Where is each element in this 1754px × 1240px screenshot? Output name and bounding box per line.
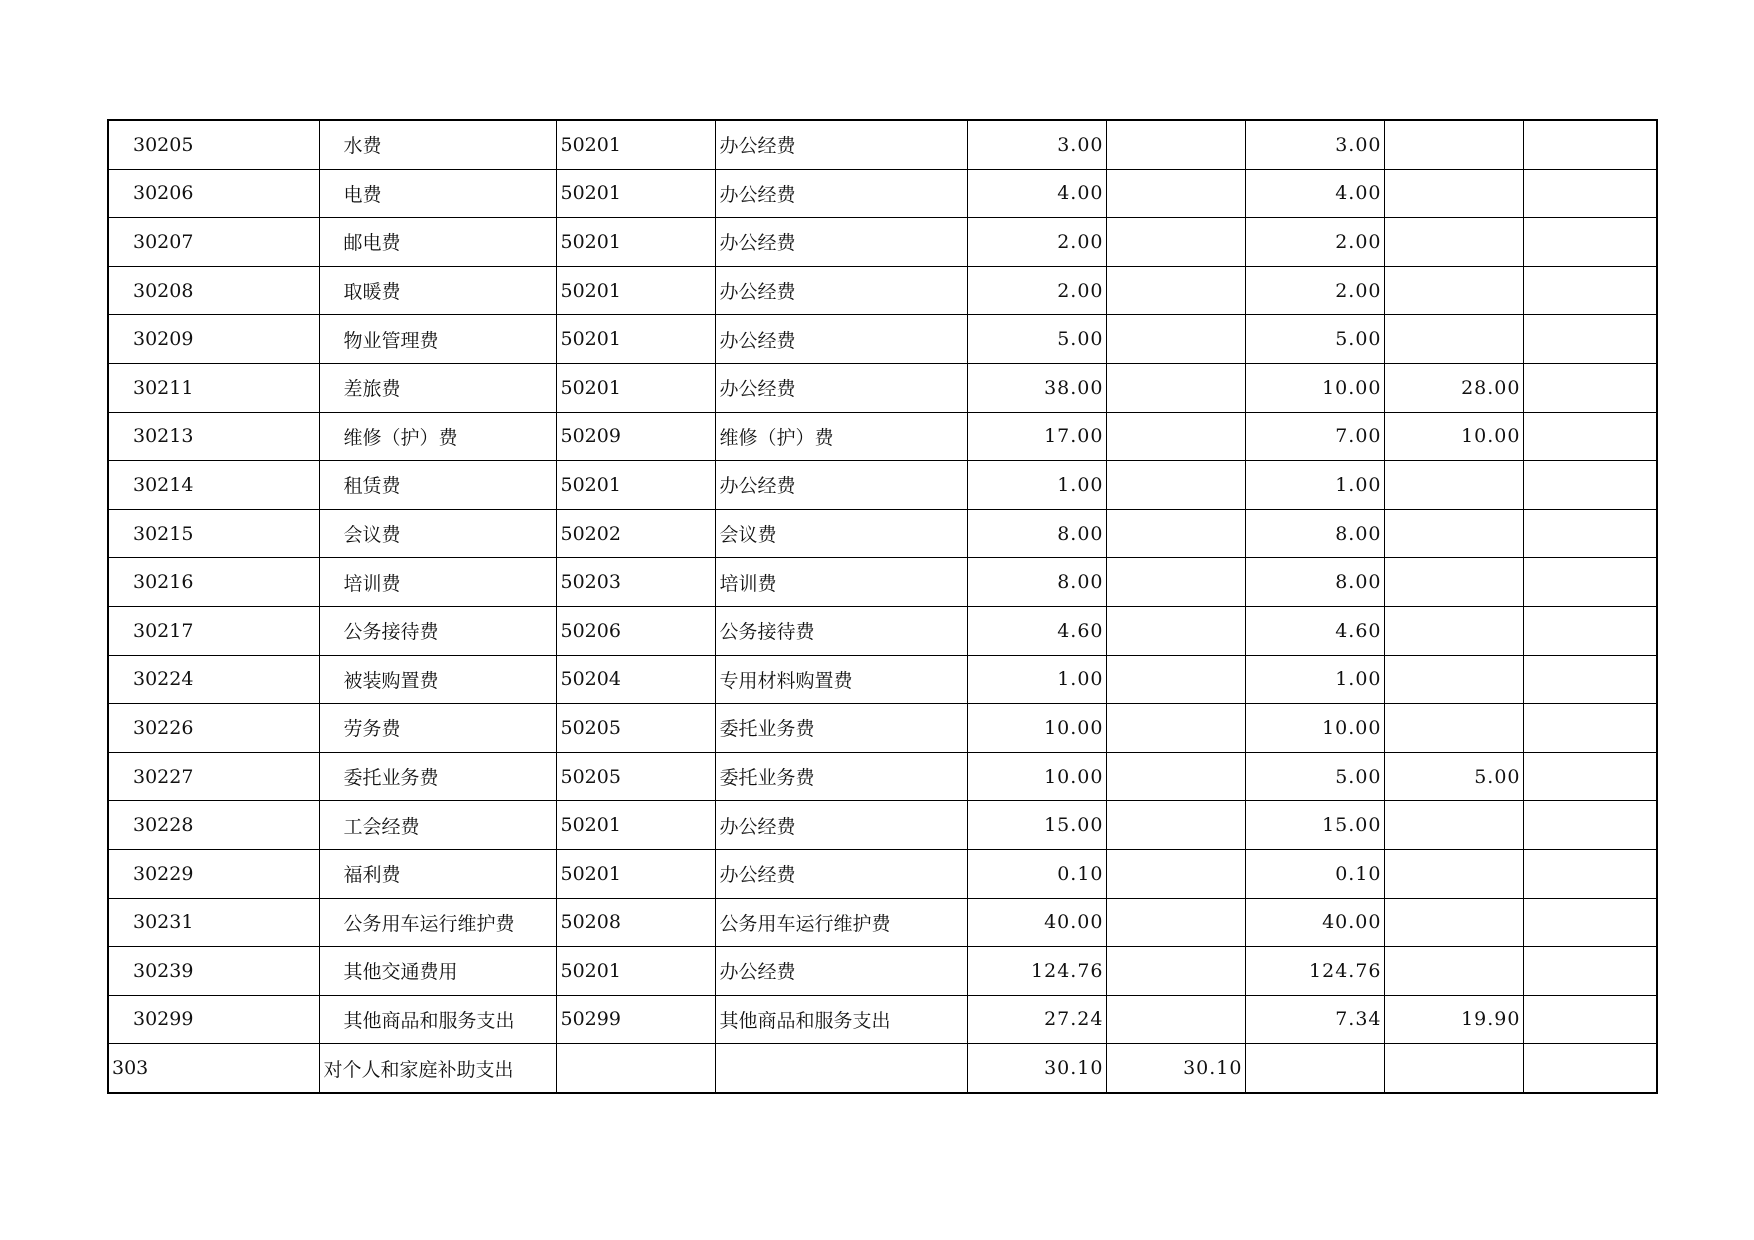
project-cell: 5.00 bbox=[1384, 752, 1523, 801]
subject-name-cell: 取暖费 bbox=[319, 266, 556, 315]
subject-name-cell: 差旅费 bbox=[319, 363, 556, 412]
table-row bbox=[108, 120, 1657, 169]
econ-name-cell: 办公经费 bbox=[715, 947, 967, 996]
other-cell bbox=[1523, 849, 1657, 898]
econ-code-cell: 50201 bbox=[556, 266, 715, 315]
public-cell: 124.76 bbox=[1245, 947, 1384, 996]
other-cell bbox=[1523, 704, 1657, 753]
table-row bbox=[108, 801, 1657, 850]
personnel-cell bbox=[1106, 655, 1245, 704]
public-cell: 7.00 bbox=[1245, 412, 1384, 461]
subject-code-cell: 30215 bbox=[108, 509, 319, 558]
econ-name-cell: 办公经费 bbox=[715, 315, 967, 364]
other-cell bbox=[1523, 315, 1657, 364]
subject-name-cell: 维修（护）费 bbox=[319, 412, 556, 461]
other-cell bbox=[1523, 461, 1657, 510]
public-cell: 2.00 bbox=[1245, 218, 1384, 267]
project-cell bbox=[1384, 801, 1523, 850]
public-cell: 1.00 bbox=[1245, 461, 1384, 510]
total-cell: 2.00 bbox=[967, 266, 1106, 315]
subject-code-cell: 30213 bbox=[108, 412, 319, 461]
table-row bbox=[108, 558, 1657, 607]
total-cell: 30.10 bbox=[967, 1044, 1106, 1093]
subject-code-cell: 30239 bbox=[108, 947, 319, 996]
econ-code-cell: 50209 bbox=[556, 412, 715, 461]
econ-name-cell: 公务用车运行维护费 bbox=[715, 898, 967, 947]
personnel-cell bbox=[1106, 120, 1245, 169]
subject-name-cell: 水费 bbox=[319, 120, 556, 169]
other-cell bbox=[1523, 801, 1657, 850]
subject-code-cell: 30229 bbox=[108, 849, 319, 898]
personnel-cell bbox=[1106, 704, 1245, 753]
subject-code-cell: 30231 bbox=[108, 898, 319, 947]
total-cell: 124.76 bbox=[967, 947, 1106, 996]
table-row bbox=[108, 995, 1657, 1044]
personnel-cell bbox=[1106, 801, 1245, 850]
subject-code-cell: 30209 bbox=[108, 315, 319, 364]
econ-name-cell: 办公经费 bbox=[715, 849, 967, 898]
budget-expenditure-table bbox=[107, 119, 1658, 1094]
personnel-cell: 30.10 bbox=[1106, 1044, 1245, 1093]
econ-name-cell bbox=[715, 1044, 967, 1093]
personnel-cell bbox=[1106, 849, 1245, 898]
table-row bbox=[108, 704, 1657, 753]
personnel-cell bbox=[1106, 315, 1245, 364]
other-cell bbox=[1523, 1044, 1657, 1093]
subject-name-cell: 会议费 bbox=[319, 509, 556, 558]
econ-code-cell: 50201 bbox=[556, 315, 715, 364]
econ-name-cell: 会议费 bbox=[715, 509, 967, 558]
personnel-cell bbox=[1106, 558, 1245, 607]
econ-name-cell: 委托业务费 bbox=[715, 704, 967, 753]
total-cell: 0.10 bbox=[967, 849, 1106, 898]
table-row bbox=[108, 606, 1657, 655]
table-row bbox=[108, 849, 1657, 898]
total-cell: 10.00 bbox=[967, 704, 1106, 753]
econ-code-cell: 50205 bbox=[556, 752, 715, 801]
econ-name-cell: 办公经费 bbox=[715, 363, 967, 412]
public-cell: 15.00 bbox=[1245, 801, 1384, 850]
total-cell: 3.00 bbox=[967, 120, 1106, 169]
econ-name-cell: 办公经费 bbox=[715, 169, 967, 218]
econ-code-cell: 50299 bbox=[556, 995, 715, 1044]
table-row bbox=[108, 1044, 1657, 1093]
table-body bbox=[108, 120, 1657, 1093]
table-row bbox=[108, 898, 1657, 947]
table-row bbox=[108, 947, 1657, 996]
subject-code-cell: 30206 bbox=[108, 169, 319, 218]
public-cell: 4.60 bbox=[1245, 606, 1384, 655]
econ-code-cell: 50208 bbox=[556, 898, 715, 947]
subject-code-cell: 30216 bbox=[108, 558, 319, 607]
econ-code-cell: 50202 bbox=[556, 509, 715, 558]
personnel-cell bbox=[1106, 363, 1245, 412]
table-row bbox=[108, 363, 1657, 412]
econ-code-cell: 50201 bbox=[556, 169, 715, 218]
project-cell: 19.90 bbox=[1384, 995, 1523, 1044]
table-row bbox=[108, 752, 1657, 801]
subject-name-cell: 租赁费 bbox=[319, 461, 556, 510]
public-cell: 10.00 bbox=[1245, 363, 1384, 412]
personnel-cell bbox=[1106, 898, 1245, 947]
subject-code-cell: 30226 bbox=[108, 704, 319, 753]
other-cell bbox=[1523, 509, 1657, 558]
subject-code-cell: 30228 bbox=[108, 801, 319, 850]
public-cell: 0.10 bbox=[1245, 849, 1384, 898]
public-cell: 40.00 bbox=[1245, 898, 1384, 947]
project-cell bbox=[1384, 849, 1523, 898]
subject-code-cell: 30224 bbox=[108, 655, 319, 704]
personnel-cell bbox=[1106, 752, 1245, 801]
subject-name-cell: 公务用车运行维护费 bbox=[319, 898, 556, 947]
personnel-cell bbox=[1106, 606, 1245, 655]
econ-name-cell: 专用材料购置费 bbox=[715, 655, 967, 704]
public-cell: 5.00 bbox=[1245, 315, 1384, 364]
personnel-cell bbox=[1106, 995, 1245, 1044]
total-cell: 1.00 bbox=[967, 461, 1106, 510]
subject-code-cell: 30227 bbox=[108, 752, 319, 801]
total-cell: 17.00 bbox=[967, 412, 1106, 461]
project-cell: 28.00 bbox=[1384, 363, 1523, 412]
public-cell: 4.00 bbox=[1245, 169, 1384, 218]
total-cell: 4.00 bbox=[967, 169, 1106, 218]
total-cell: 38.00 bbox=[967, 363, 1106, 412]
econ-name-cell: 维修（护）费 bbox=[715, 412, 967, 461]
project-cell bbox=[1384, 947, 1523, 996]
project-cell bbox=[1384, 120, 1523, 169]
econ-name-cell: 其他商品和服务支出 bbox=[715, 995, 967, 1044]
other-cell bbox=[1523, 412, 1657, 461]
subject-name-cell: 其他商品和服务支出 bbox=[319, 995, 556, 1044]
subject-code-cell: 30207 bbox=[108, 218, 319, 267]
subject-name-cell: 劳务费 bbox=[319, 704, 556, 753]
table-row bbox=[108, 412, 1657, 461]
econ-code-cell: 50201 bbox=[556, 801, 715, 850]
other-cell bbox=[1523, 655, 1657, 704]
subject-name-cell: 培训费 bbox=[319, 558, 556, 607]
econ-name-cell: 委托业务费 bbox=[715, 752, 967, 801]
other-cell bbox=[1523, 606, 1657, 655]
table-row bbox=[108, 461, 1657, 510]
other-cell bbox=[1523, 120, 1657, 169]
econ-code-cell: 50201 bbox=[556, 461, 715, 510]
public-cell: 8.00 bbox=[1245, 558, 1384, 607]
econ-code-cell: 50206 bbox=[556, 606, 715, 655]
total-cell: 40.00 bbox=[967, 898, 1106, 947]
other-cell bbox=[1523, 266, 1657, 315]
project-cell bbox=[1384, 315, 1523, 364]
table-row bbox=[108, 315, 1657, 364]
public-cell: 5.00 bbox=[1245, 752, 1384, 801]
subject-name-cell: 被装购置费 bbox=[319, 655, 556, 704]
personnel-cell bbox=[1106, 461, 1245, 510]
total-cell: 1.00 bbox=[967, 655, 1106, 704]
subject-code-cell: 30208 bbox=[108, 266, 319, 315]
total-cell: 8.00 bbox=[967, 558, 1106, 607]
project-cell bbox=[1384, 898, 1523, 947]
other-cell bbox=[1523, 169, 1657, 218]
project-cell bbox=[1384, 461, 1523, 510]
personnel-cell bbox=[1106, 947, 1245, 996]
personnel-cell bbox=[1106, 266, 1245, 315]
subject-name-cell: 物业管理费 bbox=[319, 315, 556, 364]
econ-name-cell: 办公经费 bbox=[715, 218, 967, 267]
public-cell: 10.00 bbox=[1245, 704, 1384, 753]
project-cell bbox=[1384, 1044, 1523, 1093]
other-cell bbox=[1523, 363, 1657, 412]
project-cell bbox=[1384, 266, 1523, 315]
project-cell bbox=[1384, 169, 1523, 218]
total-cell: 5.00 bbox=[967, 315, 1106, 364]
project-cell bbox=[1384, 218, 1523, 267]
subject-code-cell: 30211 bbox=[108, 363, 319, 412]
project-cell bbox=[1384, 655, 1523, 704]
subject-code-cell: 30299 bbox=[108, 995, 319, 1044]
econ-name-cell: 办公经费 bbox=[715, 461, 967, 510]
econ-code-cell: 50205 bbox=[556, 704, 715, 753]
table-row bbox=[108, 169, 1657, 218]
subject-name-cell: 工会经费 bbox=[319, 801, 556, 850]
total-cell: 15.00 bbox=[967, 801, 1106, 850]
subject-name-cell: 其他交通费用 bbox=[319, 947, 556, 996]
public-cell: 2.00 bbox=[1245, 266, 1384, 315]
subject-code-cell: 30205 bbox=[108, 120, 319, 169]
econ-code-cell: 50203 bbox=[556, 558, 715, 607]
total-cell: 27.24 bbox=[967, 995, 1106, 1044]
econ-code-cell bbox=[556, 1044, 715, 1093]
other-cell bbox=[1523, 752, 1657, 801]
table-row bbox=[108, 218, 1657, 267]
econ-name-cell: 培训费 bbox=[715, 558, 967, 607]
project-cell bbox=[1384, 509, 1523, 558]
public-cell: 3.00 bbox=[1245, 120, 1384, 169]
other-cell bbox=[1523, 558, 1657, 607]
other-cell bbox=[1523, 898, 1657, 947]
econ-code-cell: 50201 bbox=[556, 849, 715, 898]
econ-name-cell: 公务接待费 bbox=[715, 606, 967, 655]
subject-name-cell: 电费 bbox=[319, 169, 556, 218]
project-cell bbox=[1384, 558, 1523, 607]
personnel-cell bbox=[1106, 218, 1245, 267]
econ-code-cell: 50201 bbox=[556, 947, 715, 996]
total-cell: 2.00 bbox=[967, 218, 1106, 267]
project-cell bbox=[1384, 704, 1523, 753]
subject-name-cell: 邮电费 bbox=[319, 218, 556, 267]
total-cell: 8.00 bbox=[967, 509, 1106, 558]
subject-name-cell: 福利费 bbox=[319, 849, 556, 898]
econ-code-cell: 50201 bbox=[556, 218, 715, 267]
other-cell bbox=[1523, 218, 1657, 267]
table-row bbox=[108, 655, 1657, 704]
public-cell: 7.34 bbox=[1245, 995, 1384, 1044]
project-cell bbox=[1384, 606, 1523, 655]
subject-code-cell: 303 bbox=[108, 1044, 319, 1093]
subject-name-cell: 对个人和家庭补助支出 bbox=[319, 1044, 556, 1093]
public-cell: 8.00 bbox=[1245, 509, 1384, 558]
subject-name-cell: 公务接待费 bbox=[319, 606, 556, 655]
other-cell bbox=[1523, 995, 1657, 1044]
total-cell: 10.00 bbox=[967, 752, 1106, 801]
subject-code-cell: 30217 bbox=[108, 606, 319, 655]
public-cell bbox=[1245, 1044, 1384, 1093]
econ-name-cell: 办公经费 bbox=[715, 120, 967, 169]
subject-code-cell: 30214 bbox=[108, 461, 319, 510]
econ-code-cell: 50201 bbox=[556, 363, 715, 412]
econ-code-cell: 50201 bbox=[556, 120, 715, 169]
table-row bbox=[108, 266, 1657, 315]
personnel-cell bbox=[1106, 509, 1245, 558]
econ-name-cell: 办公经费 bbox=[715, 801, 967, 850]
econ-code-cell: 50204 bbox=[556, 655, 715, 704]
total-cell: 4.60 bbox=[967, 606, 1106, 655]
table-row bbox=[108, 509, 1657, 558]
subject-name-cell: 委托业务费 bbox=[319, 752, 556, 801]
public-cell: 1.00 bbox=[1245, 655, 1384, 704]
project-cell: 10.00 bbox=[1384, 412, 1523, 461]
personnel-cell bbox=[1106, 169, 1245, 218]
personnel-cell bbox=[1106, 412, 1245, 461]
other-cell bbox=[1523, 947, 1657, 996]
econ-name-cell: 办公经费 bbox=[715, 266, 967, 315]
